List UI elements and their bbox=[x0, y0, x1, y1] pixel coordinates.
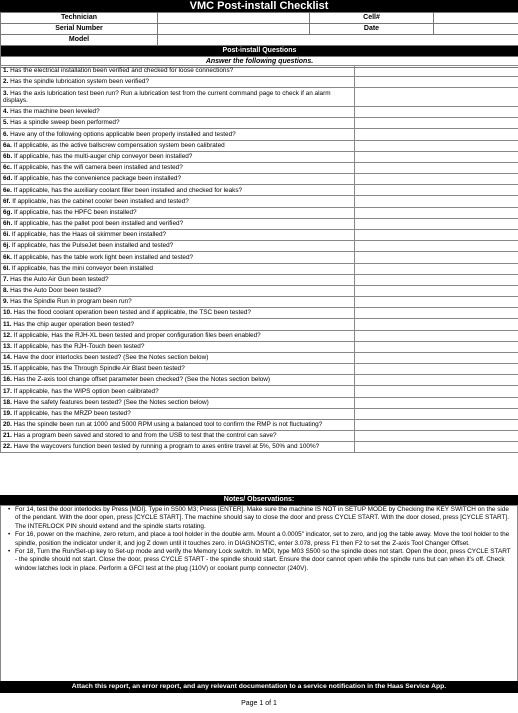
question-number: 6j. bbox=[3, 242, 11, 250]
question-row bbox=[1, 431, 518, 442]
question-number: 6k. bbox=[3, 253, 12, 261]
question-row bbox=[1, 162, 518, 173]
answer-field[interactable] bbox=[355, 431, 518, 442]
question-text: If applicable, has the pallet pool been installed and verified? bbox=[14, 220, 184, 228]
answer-field[interactable] bbox=[355, 263, 518, 274]
question-cell bbox=[1, 330, 355, 341]
question-number: 4. bbox=[3, 108, 9, 116]
answer-field[interactable] bbox=[355, 397, 518, 408]
question-cell bbox=[1, 442, 355, 453]
technician-field[interactable] bbox=[158, 13, 310, 24]
page-number: Page 1 of 1 bbox=[241, 700, 277, 707]
answer-field[interactable] bbox=[355, 419, 518, 430]
date-field[interactable] bbox=[434, 24, 518, 35]
question-text: Has a program been saved and stored to and from the USB to test that the control can save? bbox=[13, 432, 277, 440]
question-text: If applicable, has the Through Spindle Air Blast been tested? bbox=[13, 365, 185, 373]
question-cell bbox=[1, 419, 355, 430]
answer-field[interactable] bbox=[355, 140, 518, 151]
question-text: If applicable, has the PulseJet been installed and tested? bbox=[11, 242, 174, 250]
question-number: 6g. bbox=[3, 208, 13, 216]
question-cell bbox=[1, 151, 355, 162]
question-number: 13. bbox=[3, 342, 12, 350]
question-row bbox=[1, 408, 518, 419]
question-text: If applicable, as the active ballscrew compensation system been calibrated bbox=[13, 141, 225, 149]
question-number: 9. bbox=[3, 298, 9, 306]
question-text: If applicable, has the multi-auger chip conveyor been installed? bbox=[14, 152, 193, 160]
question-number: 6l. bbox=[3, 264, 11, 272]
question-row bbox=[1, 352, 518, 363]
question-row bbox=[1, 341, 518, 352]
question-number: 11. bbox=[3, 320, 12, 328]
question-cell bbox=[1, 308, 355, 319]
answer-field[interactable] bbox=[355, 107, 518, 118]
question-row bbox=[1, 285, 518, 296]
questions-table bbox=[0, 65, 518, 453]
question-cell bbox=[1, 107, 355, 118]
question-text: Has the axis lubrication test been run? Run a lubrication test from the current command page to check if an alarm displays. bbox=[3, 89, 331, 105]
question-text: Has the electrical installation been verified and checked for loose connections? bbox=[10, 67, 234, 75]
answer-field[interactable] bbox=[355, 386, 518, 397]
question-cell bbox=[1, 408, 355, 419]
question-number: 14. bbox=[3, 354, 12, 362]
question-text: If applicable, has the mini conveyor been installed bbox=[11, 264, 153, 272]
question-text: If applicable, has the RJH-Touch been tested? bbox=[13, 342, 145, 350]
question-number: 8. bbox=[3, 287, 9, 295]
question-number: 6d. bbox=[3, 175, 13, 183]
question-number: 6c. bbox=[3, 164, 12, 172]
answer-field[interactable] bbox=[355, 196, 518, 207]
question-text: Has the Spindle Run in program been run? bbox=[10, 298, 132, 306]
answer-field[interactable] bbox=[355, 241, 518, 252]
answer-field[interactable] bbox=[355, 285, 518, 296]
question-row bbox=[1, 419, 518, 430]
question-row bbox=[1, 151, 518, 162]
question-number: 2. bbox=[3, 78, 9, 86]
question-text: Has the Auto Door been tested? bbox=[10, 287, 102, 295]
question-number: 17. bbox=[3, 387, 12, 395]
question-row bbox=[1, 308, 518, 319]
question-text: Has the spindle been run at 1000 and 5000 RPM using a balanced tool to confirm the RMP is not fluctuating? bbox=[13, 421, 323, 429]
question-text: If applicable, has the MRZP been tested? bbox=[13, 409, 131, 417]
question-text: If applicable, has the WIPS option been calibrated? bbox=[13, 387, 159, 395]
question-row bbox=[1, 252, 518, 263]
question-number: 6b. bbox=[3, 152, 13, 160]
question-text: Has the machine been leveled? bbox=[10, 108, 100, 116]
answer-field[interactable] bbox=[355, 274, 518, 285]
question-cell bbox=[1, 118, 355, 129]
answer-field[interactable] bbox=[355, 252, 518, 263]
answer-field[interactable] bbox=[355, 352, 518, 363]
question-number: 6e. bbox=[3, 186, 12, 194]
date-label: Date bbox=[310, 24, 434, 35]
answer-field[interactable] bbox=[355, 77, 518, 88]
answer-field[interactable] bbox=[355, 408, 518, 419]
notes-box bbox=[0, 505, 518, 682]
model-label: Model bbox=[1, 35, 158, 46]
footer-instructions: Attach this report, an error report, and any relevant documentation to a service notification in the Haas Service App. bbox=[0, 681, 518, 693]
question-row bbox=[1, 77, 518, 88]
question-number: 6h. bbox=[3, 220, 13, 228]
question-text: If applicable, has the HPFC been installed? bbox=[14, 208, 137, 216]
answer-field[interactable] bbox=[355, 66, 518, 77]
answer-field[interactable] bbox=[355, 118, 518, 129]
question-text: If applicable, has the wifi camera been installed and tested? bbox=[13, 164, 183, 172]
technician-label: Technician bbox=[1, 13, 158, 24]
questions-header: Post-install Questions bbox=[1, 46, 518, 57]
question-text: Has the Z-axis tool change offset parameter been checked? (See the Notes section below) bbox=[13, 376, 271, 384]
answer-field[interactable] bbox=[355, 330, 518, 341]
answer-field[interactable] bbox=[355, 319, 518, 330]
question-cell bbox=[1, 364, 355, 375]
question-number: 5. bbox=[3, 119, 9, 127]
question-row bbox=[1, 207, 518, 218]
answer-field[interactable] bbox=[355, 218, 518, 229]
question-number: 6i. bbox=[3, 231, 11, 239]
question-cell bbox=[1, 77, 355, 88]
question-number: 22. bbox=[3, 443, 12, 451]
question-text: If applicable, has the Haas oil skimmer been installed? bbox=[11, 231, 167, 239]
cell-field[interactable] bbox=[434, 13, 518, 24]
notes-list bbox=[1, 506, 517, 573]
question-number: 10. bbox=[3, 309, 12, 317]
question-row bbox=[1, 386, 518, 397]
answer-field[interactable] bbox=[355, 162, 518, 173]
question-row bbox=[1, 230, 518, 241]
page-title: VMC Post-install Checklist bbox=[0, 0, 518, 12]
answer-field[interactable] bbox=[355, 341, 518, 352]
answer-field[interactable] bbox=[355, 174, 518, 185]
question-cell bbox=[1, 319, 355, 330]
answer-field[interactable] bbox=[355, 230, 518, 241]
question-cell bbox=[1, 230, 355, 241]
question-row bbox=[1, 263, 518, 274]
question-number: 18. bbox=[3, 398, 12, 406]
answer-field[interactable] bbox=[355, 207, 518, 218]
question-row bbox=[1, 118, 518, 129]
question-row bbox=[1, 297, 518, 308]
question-cell bbox=[1, 386, 355, 397]
question-cell bbox=[1, 252, 355, 263]
questions-instructions: Answer the following questions. bbox=[1, 57, 518, 68]
question-text: If applicable, has the table work light been installed and tested? bbox=[13, 253, 194, 261]
question-row bbox=[1, 129, 518, 140]
info-table bbox=[0, 12, 518, 68]
question-cell bbox=[1, 196, 355, 207]
question-cell bbox=[1, 341, 355, 352]
question-row bbox=[1, 140, 518, 151]
question-number: 3. bbox=[3, 89, 9, 97]
answer-field[interactable] bbox=[355, 442, 518, 453]
question-row bbox=[1, 442, 518, 453]
question-text: Has the chip auger operation been tested? bbox=[13, 320, 135, 328]
question-number: 6a. bbox=[3, 141, 12, 149]
question-cell bbox=[1, 241, 355, 252]
answer-field[interactable] bbox=[355, 151, 518, 162]
question-cell bbox=[1, 297, 355, 308]
question-row bbox=[1, 196, 518, 207]
answer-field[interactable] bbox=[355, 375, 518, 386]
note-item: • For 18, Turn the Run/Set-up key to Set-up mode and verify the Memory Lock switch. In MDI, type M03 S500 so the spindle does not start. Open the door, press CYCLE START - the spindle should not start. Close the door, press CYCLE START - the spindle should start. Ensure the door cannot open while the spindle runs but can when it's off. Check window latches lock in place. Perform a GFCI test at the plug (110V) or coolant pump connector (240V). bbox=[9, 548, 514, 573]
question-number: 6. bbox=[3, 130, 9, 138]
question-cell bbox=[1, 352, 355, 363]
question-text: Has a spindle sweep been performed? bbox=[10, 119, 120, 127]
answer-field[interactable] bbox=[355, 364, 518, 375]
notes-header: Notes/ Observations: bbox=[0, 495, 518, 505]
question-number: 19. bbox=[3, 409, 12, 417]
question-text: Have any of the following options applicable been properly installed and tested? bbox=[10, 130, 236, 138]
question-row bbox=[1, 274, 518, 285]
question-number: 21. bbox=[3, 432, 12, 440]
answer-field[interactable] bbox=[355, 129, 518, 140]
answer-field[interactable] bbox=[355, 308, 518, 319]
answer-field[interactable] bbox=[355, 88, 518, 107]
cell-label: Cell# bbox=[310, 13, 434, 24]
question-cell bbox=[1, 218, 355, 229]
question-number: 20. bbox=[3, 421, 12, 429]
question-cell bbox=[1, 88, 355, 107]
question-cell bbox=[1, 285, 355, 296]
question-cell bbox=[1, 207, 355, 218]
question-number: 6f. bbox=[3, 197, 11, 205]
question-number: 1. bbox=[3, 67, 9, 75]
answer-field[interactable] bbox=[355, 185, 518, 196]
answer-field[interactable] bbox=[355, 297, 518, 308]
question-text: If applicable, has the convenience package been installed? bbox=[14, 175, 182, 183]
question-row bbox=[1, 107, 518, 118]
question-text: Have the door interlocks been tested? (See the Notes section below) bbox=[13, 354, 209, 362]
question-text: Has the Auto Air Gun been tested? bbox=[10, 275, 109, 283]
question-text: Have the waycovers function been tested by running a program to axes entire travel at 5%, 50% and 100%? bbox=[13, 443, 320, 451]
note-item: • For 14, test the door interlocks by Press [MDI]. Type in S500 M3; Press [ENTER]. Make sure the machine IS NOT in SETUP MODE by Checking the KEY SWITCH on the side of the pendant. With the door open, press [CYCLE START]. The machine should say to close the door and press CYCLE START. With the door closed, press [CYCLE START]. The INTERLOCK PIN should extend and the spindle starts rotating. bbox=[9, 506, 514, 531]
question-cell bbox=[1, 263, 355, 274]
question-text: If applicable, has the cabinet cooler been installed and tested? bbox=[12, 197, 189, 205]
question-cell bbox=[1, 431, 355, 442]
question-row bbox=[1, 375, 518, 386]
question-text: Have the safety features been tested? (See the Notes section below) bbox=[13, 398, 209, 406]
question-row bbox=[1, 241, 518, 252]
question-cell bbox=[1, 174, 355, 185]
question-number: 12. bbox=[3, 331, 12, 339]
question-cell bbox=[1, 375, 355, 386]
question-text: If applicable, has the auxiliary coolant filler been installed and checked for leaks? bbox=[13, 186, 243, 194]
serial-label: Serial Number bbox=[1, 24, 158, 35]
question-row bbox=[1, 218, 518, 229]
question-number: 15. bbox=[3, 365, 12, 373]
question-cell bbox=[1, 397, 355, 408]
question-number: 7. bbox=[3, 275, 9, 283]
question-row bbox=[1, 88, 518, 107]
question-row bbox=[1, 364, 518, 375]
question-row bbox=[1, 66, 518, 77]
model-field[interactable] bbox=[158, 35, 518, 46]
question-text: Has the flood coolant operation been tested and if applicable, the TSC been tested? bbox=[13, 309, 251, 317]
question-cell bbox=[1, 185, 355, 196]
question-cell bbox=[1, 129, 355, 140]
question-cell bbox=[1, 140, 355, 151]
question-row bbox=[1, 319, 518, 330]
question-row bbox=[1, 185, 518, 196]
question-cell bbox=[1, 162, 355, 173]
question-row bbox=[1, 397, 518, 408]
question-text: Has the spindle lubrication system been verified? bbox=[10, 78, 150, 86]
serial-field[interactable] bbox=[158, 24, 310, 35]
question-row bbox=[1, 330, 518, 341]
question-row bbox=[1, 174, 518, 185]
question-cell bbox=[1, 66, 355, 77]
question-text: If applicable, Has the RJH-XL been tested and proper configuration files been enabled? bbox=[13, 331, 261, 339]
note-item: • For 16, power on the machine, zero return, and place a tool holder in the double arm. Mount a 0.0005" indicator, set to zero, and jog the table away. Move the tool holder to the spindle, position the indicator under it, and jog Z down until it touches zero. in DIAGNOSTIC, enter 3.078, press F1 then F2 to set the Z-axis Tool Changer Offset. bbox=[9, 531, 514, 548]
question-number: 16. bbox=[3, 376, 12, 384]
question-cell bbox=[1, 274, 355, 285]
